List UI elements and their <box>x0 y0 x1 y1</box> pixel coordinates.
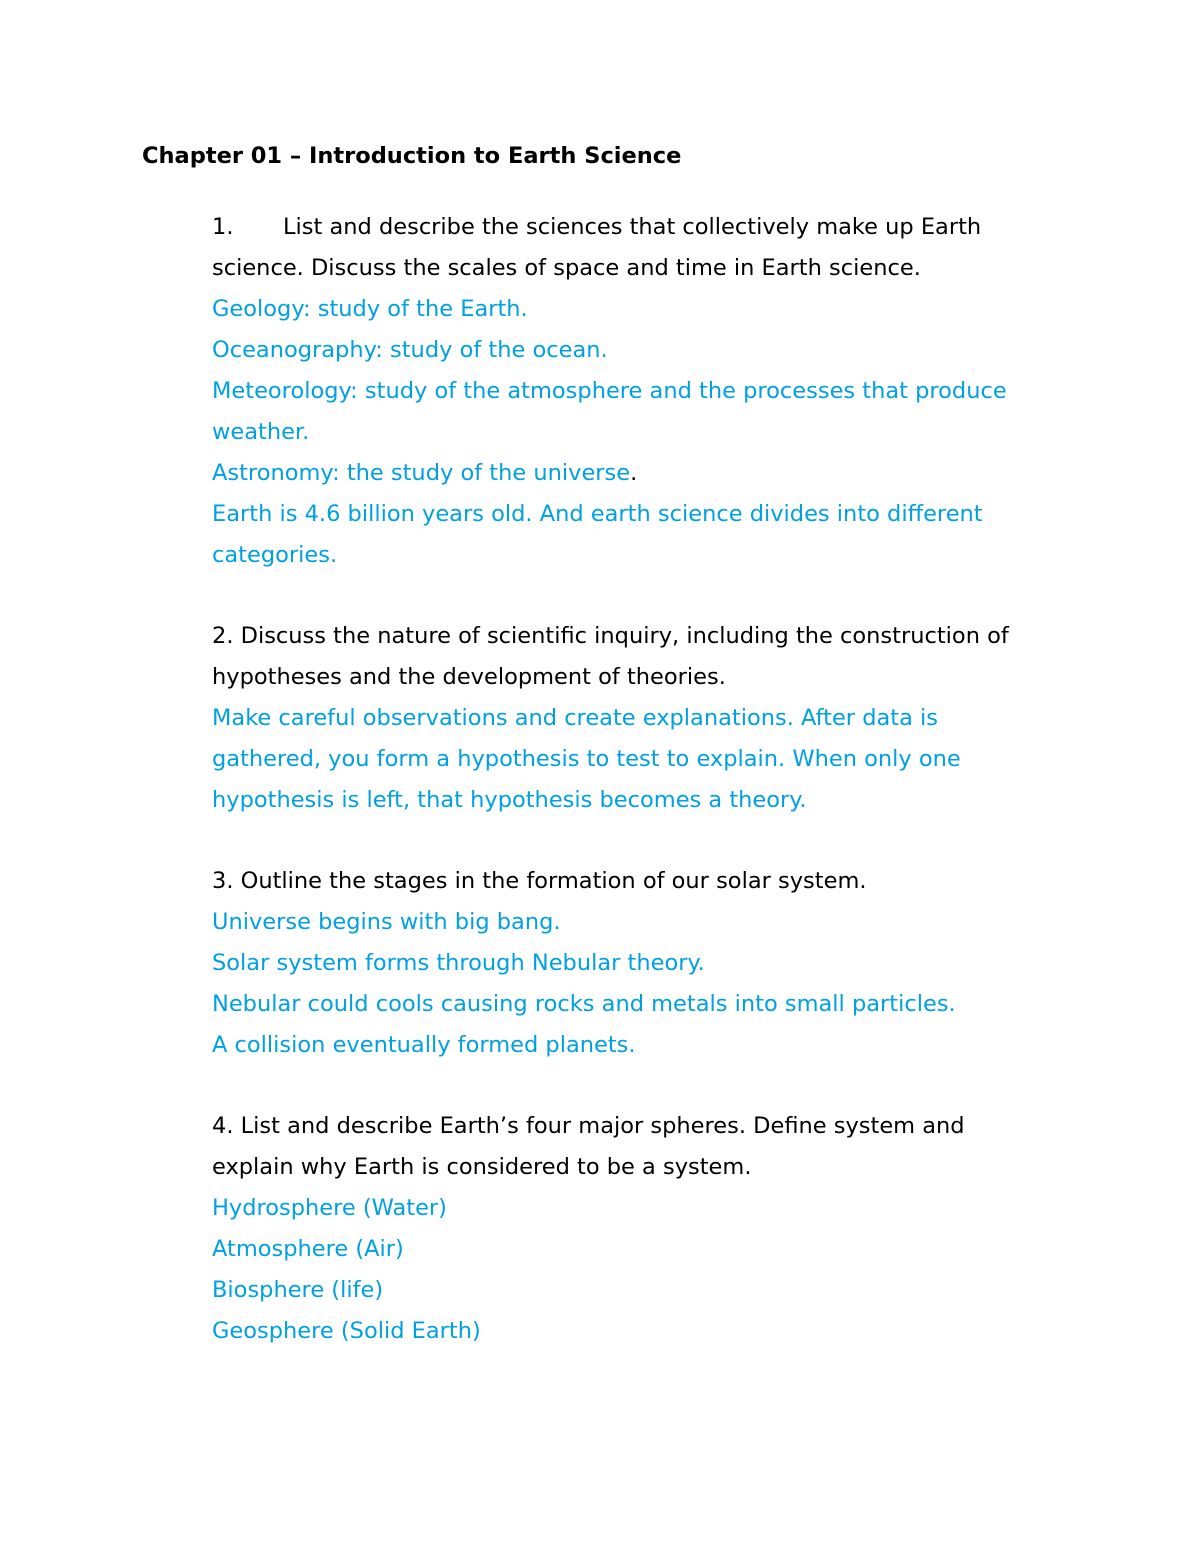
question-line: List and describe the sciences that collectively make up Earth <box>283 214 982 240</box>
answer-text <box>212 453 1062 494</box>
question-1 <box>212 207 1062 576</box>
answer-text: Make careful observations and create explanations. After data is <box>212 705 939 731</box>
paragraph-spacer <box>212 576 1062 616</box>
paragraph-spacer <box>212 821 1062 861</box>
answer-text: Oceanography: study of the ocean. <box>212 337 608 363</box>
document-body <box>212 207 1062 1352</box>
question-text: science. Discuss the scales of space and time in Earth science. <box>212 255 921 281</box>
answer-text: Earth is 4.6 billion years old. And earth science divides into different <box>212 501 983 527</box>
answer-text: Biosphere (life) <box>212 1277 384 1303</box>
answer-text: gathered, you form a hypothesis to test to explain. When only one <box>212 746 961 772</box>
answer-text: weather. <box>212 419 310 445</box>
answer-text: Geology: study of the Earth. <box>212 296 528 322</box>
answer-text: Hydrosphere (Water) <box>212 1195 447 1221</box>
answer-text: hypothesis is left, that hypothesis becomes a theory. <box>212 787 807 813</box>
question-text: 2. Discuss the nature of scientific inquiry, including the construction of <box>212 623 1009 649</box>
question-text <box>212 207 1062 248</box>
answer-text: Meteorology: study of the atmosphere and the processes that produce <box>212 378 1007 404</box>
answer-text: Geosphere (Solid Earth) <box>212 1318 481 1344</box>
document-title: Chapter 01 – Introduction to Earth Science <box>142 143 682 169</box>
paragraph-spacer <box>212 1066 1062 1106</box>
answer-text: Universe begins with big bang. <box>212 909 561 935</box>
answer-text: A collision eventually formed planets. <box>212 1032 636 1058</box>
question-text: explain why Earth is considered to be a system. <box>212 1154 752 1180</box>
question-text: hypotheses and the development of theories. <box>212 664 726 690</box>
answer-period: . <box>630 460 638 486</box>
answer-text: categories. <box>212 542 338 568</box>
question-2 <box>212 616 1062 821</box>
answer-text: Solar system forms through Nebular theory. <box>212 950 705 976</box>
question-4 <box>212 1106 1062 1352</box>
question-text: 3. Outline the stages in the formation of our solar system. <box>212 868 867 894</box>
question-3 <box>212 861 1062 1066</box>
question-number: 1. <box>212 214 234 240</box>
answer-text: Nebular could cools causing rocks and metals into small particles. <box>212 991 956 1017</box>
question-text: 4. List and describe Earth’s four major spheres. Define system and <box>212 1113 965 1139</box>
answer-text: Atmosphere (Air) <box>212 1236 404 1262</box>
answer-line: Astronomy: the study of the universe <box>212 460 631 486</box>
